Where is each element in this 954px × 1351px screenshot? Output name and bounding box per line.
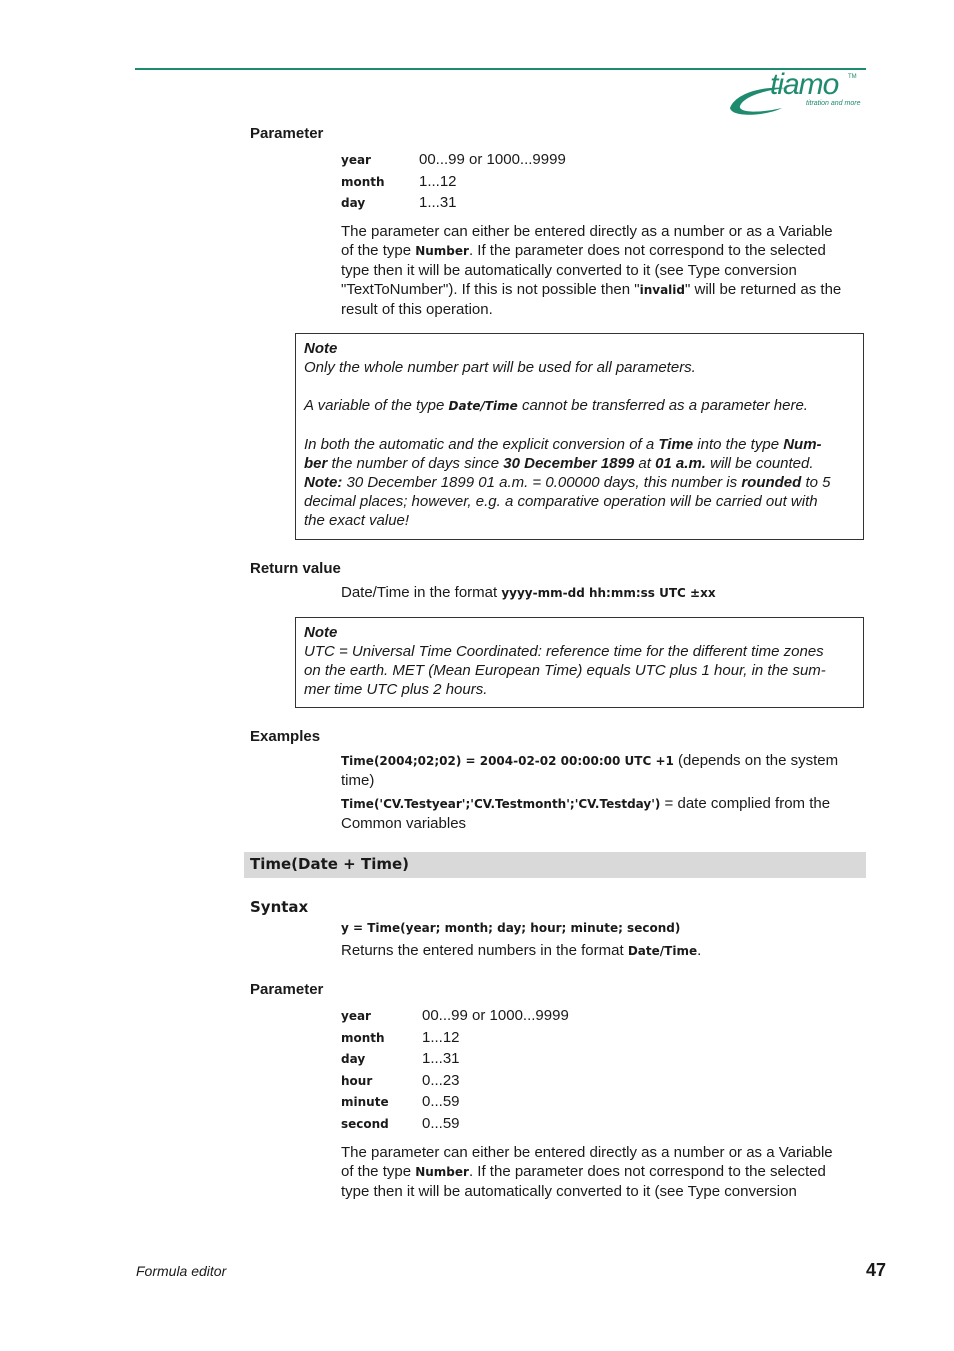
param-range: 0...23 — [422, 1072, 460, 1089]
syntax-description: Returns the entered numbers in the format Date/Time. — [341, 942, 702, 959]
param-row-year — [341, 150, 566, 169]
logo-tagline: titration and more — [806, 100, 861, 107]
param-row-minute — [341, 1092, 460, 1111]
example-1: Time(2004;02;02) = 2004-02-02 00:00:00 UTC +1 (depends on the system time) — [341, 752, 839, 789]
note-title: Note — [304, 624, 338, 641]
para-line: The parameter can either be entered directly as a number or as a Variable — [341, 1144, 833, 1161]
parameter-heading: Parameter — [250, 125, 324, 142]
note-line: decimal places; however, e.g. a comparative operation will be carried out with — [304, 493, 818, 510]
param-row-year — [341, 1006, 569, 1025]
param-name: day — [341, 196, 366, 210]
page-number: 47 — [866, 1260, 887, 1280]
parameter-heading-2: Parameter — [250, 981, 324, 998]
note-title: Note — [304, 340, 338, 357]
param-row-hour — [341, 1071, 460, 1090]
tiamo-logo — [726, 68, 868, 118]
syntax-code: y = Time(year; month; day; hour; minute; second) — [341, 921, 681, 935]
param-row-month — [341, 172, 457, 191]
note-line: the exact value! — [304, 512, 410, 529]
logo-text: tiamo — [770, 68, 839, 101]
para-line: type then it will be automatically converted to it (see Type conversion — [341, 262, 797, 279]
para-line: "TextToNumber"). If this is not possible then "invalid" will be returned as the — [341, 281, 842, 298]
para-line: type then it will be automatically converted to it (see Type conversion — [341, 1183, 797, 1200]
note-box-2 — [295, 617, 864, 708]
logo-tm: TM — [848, 74, 857, 80]
param-range: 0...59 — [422, 1115, 460, 1132]
param-name: month — [341, 1031, 385, 1045]
param-range: 1...12 — [422, 1029, 460, 1046]
parameter-paragraph-2 — [341, 1143, 861, 1201]
note-line: A variable of the type Date/Time cannot be transferred as a parameter here. — [304, 397, 808, 414]
note-box-1 — [295, 333, 864, 540]
syntax-heading: Syntax — [250, 898, 309, 916]
param-name: year — [341, 1009, 371, 1023]
note-line: Note: 30 December 1899 01 a.m. = 0.00000 days, this number is rounded to 5 — [304, 474, 831, 491]
param-range: 1...31 — [419, 194, 457, 211]
note-line: In both the automatic and the explicit conversion of a Time into the type Num- — [304, 436, 822, 453]
note-line: ber the number of days since 30 December 1899 at 01 a.m. will be counted. — [304, 455, 814, 472]
header-rule — [135, 68, 866, 70]
return-value-text: Date/Time in the format yyyy-mm-dd hh:mm:ss UTC ±xx — [341, 584, 716, 601]
return-value-heading: Return value — [250, 560, 341, 577]
footer-section-name: Formula editor — [136, 1263, 227, 1279]
note-line: UTC = Universal Time Coordinated: reference time for the different time zones — [304, 643, 824, 660]
note-line: mer time UTC plus 2 hours. — [304, 681, 488, 698]
param-row-second — [341, 1114, 460, 1133]
para-line: The parameter can either be entered directly as a number or as a Variable — [341, 223, 833, 240]
param-name: hour — [341, 1074, 373, 1088]
param-range: 1...31 — [422, 1050, 460, 1067]
example-2: Time('CV.Testyear';'CV.Testmonth';'CV.Testday') = date complied from the Common variables — [341, 795, 831, 832]
param-name: month — [341, 175, 385, 189]
param-range: 1...12 — [419, 173, 457, 190]
para-line: result of this operation. — [341, 301, 493, 318]
param-row-day — [341, 1049, 460, 1068]
para-line: of the type Number. If the parameter does not correspond to the selected — [341, 1163, 826, 1180]
para-line: of the type Number. If the parameter does not correspond to the selected — [341, 242, 826, 259]
note-line: on the earth. MET (Mean European Time) equals UTC plus 1 hour, in the sum- — [304, 662, 826, 679]
param-range: 00...99 or 1000...9999 — [422, 1007, 569, 1024]
param-range: 00...99 or 1000...9999 — [419, 151, 566, 168]
note-line: Only the whole number part will be used for all parameters. — [304, 359, 696, 376]
section-title: Time(Date + Time) — [250, 855, 409, 873]
examples-heading: Examples — [250, 728, 321, 745]
param-name: year — [341, 153, 371, 167]
param-range: 0...59 — [422, 1093, 460, 1110]
param-row-month — [341, 1028, 460, 1047]
param-name: day — [341, 1052, 366, 1066]
parameter-paragraph — [341, 222, 861, 319]
param-name: minute — [341, 1095, 389, 1109]
param-row-day — [341, 193, 457, 212]
param-name: second — [341, 1117, 389, 1131]
